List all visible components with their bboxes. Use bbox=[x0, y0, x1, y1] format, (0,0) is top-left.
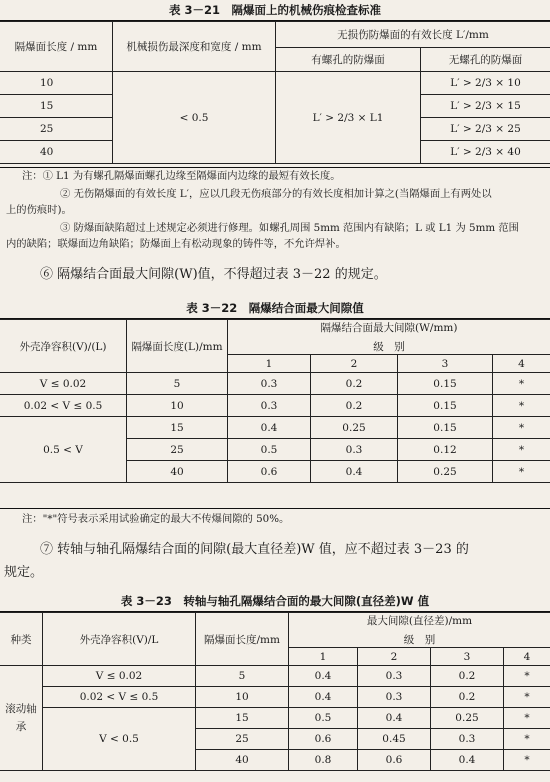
table-3-21-bottom-rule bbox=[0, 167, 550, 168]
t21-header-without-holes: 无螺孔的防爆面 bbox=[421, 48, 550, 72]
table-3-23-caption: 表 3－23 转轴与轴孔隔爆结合面的最大间隙(直径差)W 值 bbox=[120, 594, 430, 608]
t22-volume: V ≤ 0.02 bbox=[0, 373, 127, 395]
t21-cell-with-holes: L′ > 2/3 × L1 bbox=[276, 72, 421, 164]
t22-volume: 0.5 < V bbox=[0, 417, 127, 483]
t22-header-level-label: 级 别 bbox=[373, 341, 405, 353]
t23-level: 3 bbox=[431, 648, 504, 666]
note-3-line-1: ③ 防爆面缺陷超过上述规定必须进行修理。如螺孔周围 5mm 范围内有缺陷；L 或 L1 为 5mm 范围 bbox=[60, 222, 519, 234]
t22-cell: * bbox=[493, 395, 550, 417]
table-3-21-caption: 表 3－21 隔爆面上的机械伤痕检查标准 bbox=[168, 3, 381, 17]
t22-level: 3 bbox=[398, 355, 493, 373]
t23-cell: 0.6 bbox=[358, 750, 431, 771]
t22-cell: 0.3 bbox=[228, 395, 311, 417]
t21-cell-length: 40 bbox=[0, 141, 113, 164]
t23-cell: * bbox=[504, 687, 550, 708]
t22-header-length: 隔爆面长度(L)/mm bbox=[127, 320, 228, 373]
note-1: 注：① L1 为有螺孔隔爆面螺孔边缘至隔爆面内边缘的最短有效长度。 bbox=[22, 170, 341, 182]
t23-cell: * bbox=[504, 750, 550, 771]
t23-cell: 0.3 bbox=[358, 687, 431, 708]
t22-cell: 0.2 bbox=[311, 395, 398, 417]
t22-cell: * bbox=[493, 439, 550, 461]
t23-volume: V < 0.5 bbox=[43, 708, 196, 771]
t21-cell-length: 15 bbox=[0, 95, 113, 118]
t23-level: 1 bbox=[289, 648, 358, 666]
t23-header-length: 隔爆面长度/mm bbox=[196, 613, 289, 666]
t23-volume: V ≤ 0.02 bbox=[43, 666, 196, 687]
t22-cell: * bbox=[493, 373, 550, 395]
table-3-22-caption: 表 3－22 隔爆结合面最大间隙值 bbox=[186, 301, 364, 315]
t22-cell: 0.4 bbox=[228, 417, 311, 439]
t22-cell: 0.15 bbox=[398, 395, 493, 417]
t22-cell: 25 bbox=[127, 439, 228, 461]
t22-header-gap bbox=[228, 320, 550, 355]
t23-cell: 10 bbox=[196, 687, 289, 708]
t22-cell: 40 bbox=[127, 461, 228, 483]
t23-header-gap-label: 最大间隙(直径差)/mm bbox=[366, 615, 473, 627]
t22-cell: * bbox=[493, 461, 550, 483]
t22-cell: 0.3 bbox=[228, 373, 311, 395]
t22-cell: 10 bbox=[127, 395, 228, 417]
t23-cell: 0.3 bbox=[358, 666, 431, 687]
t22-level: 1 bbox=[228, 355, 311, 373]
t22-cell: 0.6 bbox=[228, 461, 311, 483]
t22-cell: 0.5 bbox=[228, 439, 311, 461]
t21-header-effective: 无损伤防爆面的有效长度 L′/mm bbox=[276, 22, 550, 48]
t23-cell: * bbox=[504, 708, 550, 729]
t22-cell: 0.2 bbox=[311, 373, 398, 395]
t23-type: 滚动轴承 bbox=[0, 666, 43, 771]
paragraph-6: ⑥ 隔爆结合面最大间隙(W)值，不得超过表 3－22 的规定。 bbox=[40, 267, 387, 282]
t23-cell: 0.5 bbox=[289, 708, 358, 729]
t21-cell-without-holes: L′ > 2/3 × 15 bbox=[421, 95, 550, 118]
note-2-line-1: ② 无伤隔爆面的有效长度 L′，应以几段无伤痕部分的有效长度相加计算之(当隔爆面上有两处以 bbox=[60, 188, 492, 200]
t23-cell: 25 bbox=[196, 729, 289, 750]
t22-cell: * bbox=[493, 417, 550, 439]
table-3-22 bbox=[0, 319, 550, 483]
t22-cell: 0.4 bbox=[311, 461, 398, 483]
note-2-line-2: 上的伤痕时)。 bbox=[6, 204, 72, 216]
t23-cell: 0.8 bbox=[289, 750, 358, 771]
t23-cell: 0.4 bbox=[289, 687, 358, 708]
t22-level: 4 bbox=[493, 355, 550, 373]
t21-cell-length: 10 bbox=[0, 72, 113, 95]
t23-header-level-label: 级 别 bbox=[403, 634, 436, 646]
t21-cell-length: 25 bbox=[0, 118, 113, 141]
table-3-21 bbox=[0, 21, 550, 164]
t22-cell: 5 bbox=[127, 373, 228, 395]
t23-cell: * bbox=[504, 666, 550, 687]
t23-cell: 0.2 bbox=[431, 687, 504, 708]
note-3-line-2: 内的缺陷；联爆面边角缺陷；防爆面上有松动现象的铸件等，不允许焊补。 bbox=[6, 238, 346, 250]
paragraph-7-line-1: ⑦ 转轴与轴孔隔爆结合面的间隙(最大直径差)W 值，应不超过表 3－23 的 bbox=[40, 542, 469, 557]
t21-header-length: 隔爆面长度 / mm bbox=[0, 22, 113, 72]
t22-cell: 0.3 bbox=[311, 439, 398, 461]
t22-cell: 0.25 bbox=[398, 461, 493, 483]
t23-cell: * bbox=[504, 729, 550, 750]
t23-cell: 5 bbox=[196, 666, 289, 687]
t23-header-volume: 外壳净容积(V)/L bbox=[43, 613, 196, 666]
t23-level: 4 bbox=[504, 648, 550, 666]
t22-cell: 0.15 bbox=[398, 417, 493, 439]
t22-header-volume: 外壳净容积(V)/(L) bbox=[0, 320, 127, 373]
t23-header-type: 种类 bbox=[0, 613, 43, 666]
t21-header-damage: 机械损伤最深度和宽度 / mm bbox=[113, 22, 276, 72]
t23-cell: 0.4 bbox=[431, 750, 504, 771]
t22-cell: 0.25 bbox=[311, 417, 398, 439]
t23-level: 2 bbox=[358, 648, 431, 666]
t23-cell: 15 bbox=[196, 708, 289, 729]
t21-cell-without-holes: L′ > 2/3 × 25 bbox=[421, 118, 550, 141]
t23-cell: 0.4 bbox=[289, 666, 358, 687]
t22-cell: 0.12 bbox=[398, 439, 493, 461]
t21-header-with-holes: 有螺孔的防爆面 bbox=[276, 48, 421, 72]
t23-cell: 0.3 bbox=[431, 729, 504, 750]
t23-cell: 0.45 bbox=[358, 729, 431, 750]
t21-cell-without-holes: L′ > 2/3 × 40 bbox=[421, 141, 550, 164]
t22-cell: 0.15 bbox=[398, 373, 493, 395]
t23-cell: 0.25 bbox=[431, 708, 504, 729]
t23-header-gap bbox=[289, 613, 550, 648]
t21-cell-without-holes: L′ > 2/3 × 10 bbox=[421, 72, 550, 95]
t23-cell: 0.4 bbox=[358, 708, 431, 729]
t23-cell: 40 bbox=[196, 750, 289, 771]
t21-cell-damage: < 0.5 bbox=[113, 72, 276, 164]
t23-volume: 0.02 < V ≤ 0.5 bbox=[43, 687, 196, 708]
t23-cell: 0.6 bbox=[289, 729, 358, 750]
t23-cell: 0.2 bbox=[431, 666, 504, 687]
table-3-23 bbox=[0, 612, 550, 771]
t22-cell: 15 bbox=[127, 417, 228, 439]
t22-volume: 0.02 < V ≤ 0.5 bbox=[0, 395, 127, 417]
t22-level: 2 bbox=[311, 355, 398, 373]
table-3-22-bottom-rule bbox=[0, 508, 550, 509]
table-3-22-note: 注："*"符号表示采用试验确定的最大不传爆间隙的 50%。 bbox=[22, 513, 290, 525]
t22-header-gap-label: 隔爆结合面最大间隙(W/mm) bbox=[320, 322, 458, 334]
paragraph-7-line-2: 规定。 bbox=[4, 565, 44, 580]
